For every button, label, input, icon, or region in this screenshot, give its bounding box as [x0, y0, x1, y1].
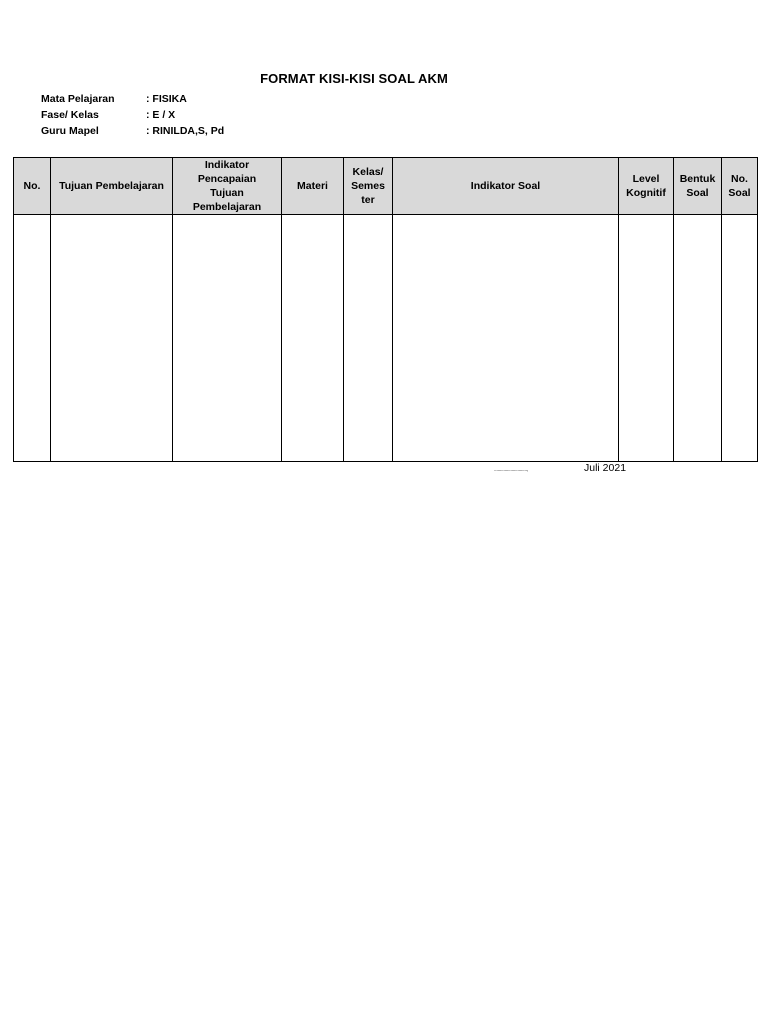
meta-value-class: : E / X	[146, 109, 176, 121]
meta-row-subject	[41, 91, 224, 107]
document-date: Juli 2021	[584, 462, 627, 474]
cell-level-kognitif	[619, 215, 674, 462]
header-no-soal: No. Soal	[722, 158, 758, 215]
cell-tujuan-pembelajaran	[51, 215, 173, 462]
cell-materi	[282, 215, 344, 462]
meta-value-teacher: : RINILDA,S, Pd	[146, 125, 225, 137]
cell-indikator-soal	[393, 215, 619, 462]
header-indikator-soal: Indikator Soal	[393, 158, 619, 215]
cell-no-soal	[722, 215, 758, 462]
meta-row-teacher	[41, 123, 224, 139]
header-materi: Materi	[282, 158, 344, 215]
meta-label-teacher: Guru Mapel	[41, 125, 99, 137]
kisi-kisi-table	[13, 157, 758, 462]
header-kelas-semester: Kelas/ Semes ter	[344, 158, 393, 215]
cell-kelas-semester	[344, 215, 393, 462]
document-meta	[41, 91, 224, 139]
meta-label-subject: Mata Pelajaran	[41, 93, 115, 105]
document-title: FORMAT KISI-KISI SOAL AKM	[260, 71, 448, 86]
place-placeholder: ............................,	[494, 467, 528, 473]
header-bentuk-soal: Bentuk Soal	[674, 158, 722, 215]
header-tujuan-pembelajaran: Tujuan Pembelajaran	[51, 158, 173, 215]
table-row	[14, 215, 758, 462]
header-level-kognitif: Level Kognitif	[619, 158, 674, 215]
cell-no	[14, 215, 51, 462]
header-no: No.	[14, 158, 51, 215]
cell-indikator-pencapaian	[173, 215, 282, 462]
signature-date-line	[494, 462, 626, 474]
header-indikator-pencapaian: Indikator Pencapaian Tujuan Pembelajaran	[173, 158, 282, 215]
table-header-row	[14, 158, 758, 215]
meta-label-class: Fase/ Kelas	[41, 109, 99, 121]
meta-value-subject: : FISIKA	[146, 93, 187, 105]
cell-bentuk-soal	[674, 215, 722, 462]
meta-row-class	[41, 107, 224, 123]
